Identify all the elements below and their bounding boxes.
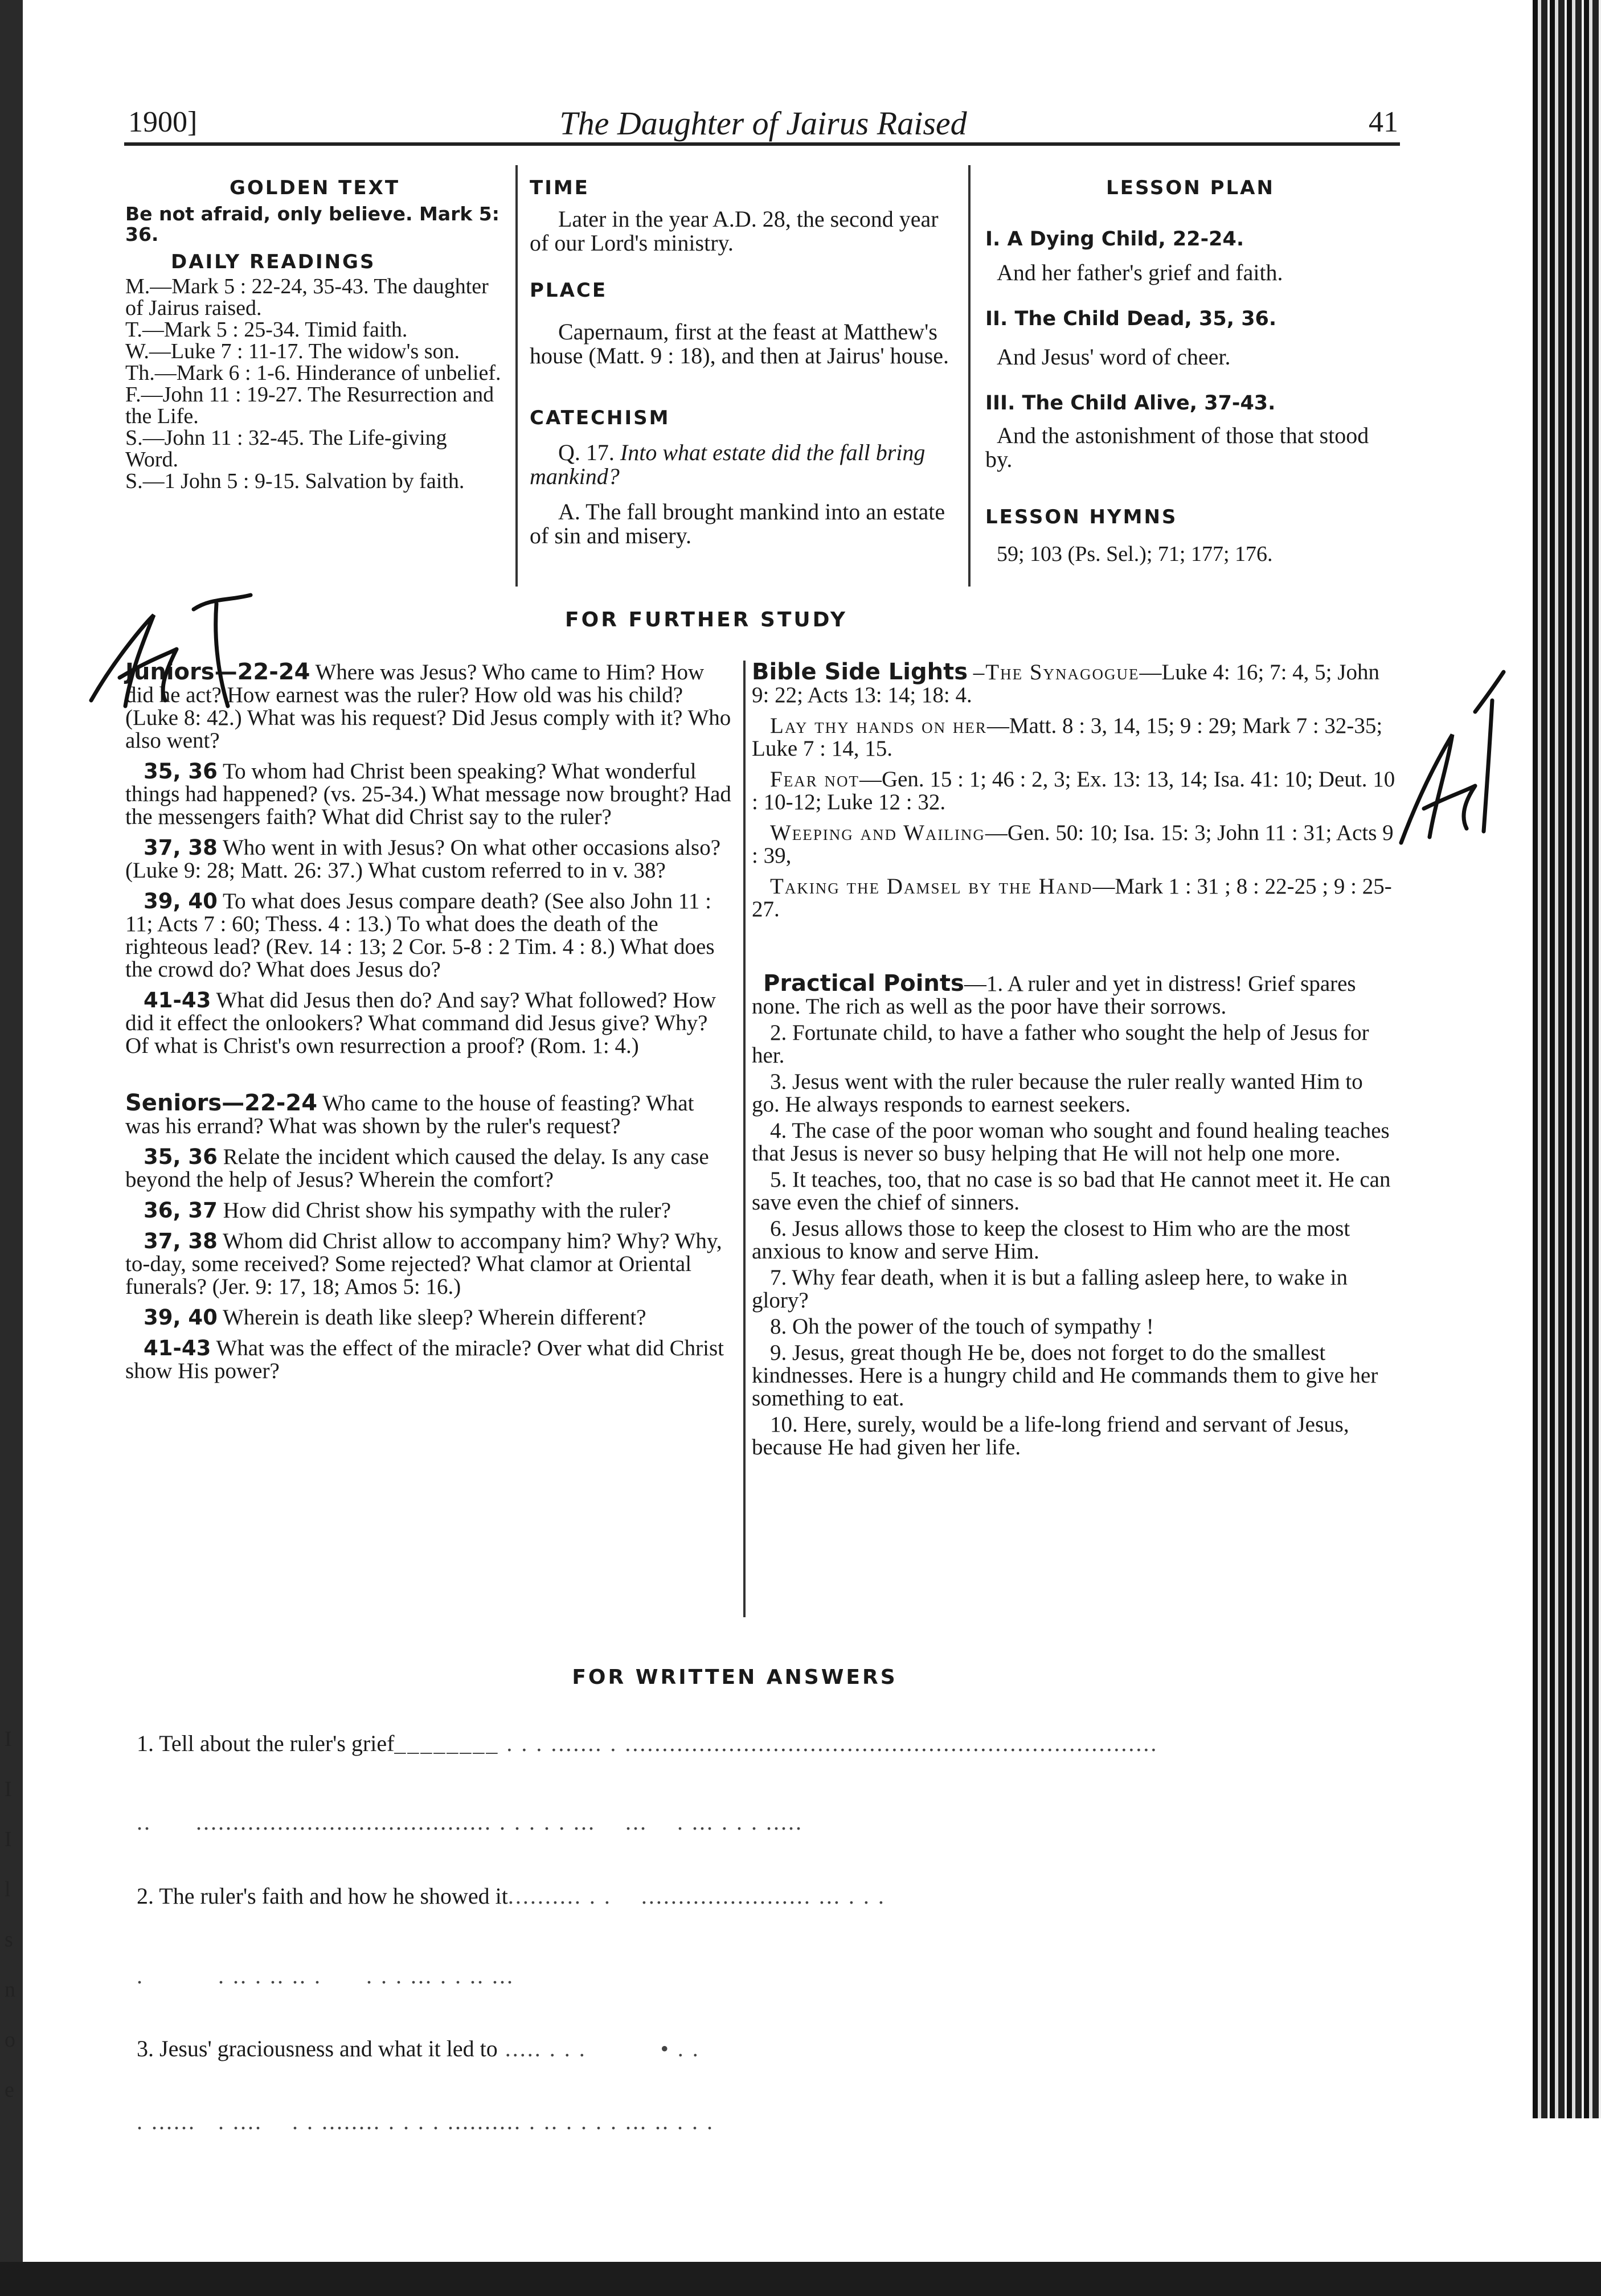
catechism-question: Q. 17. Into what estate did the fall bring mankind?	[530, 440, 926, 489]
header-year: 1900]	[128, 106, 198, 138]
side-light-item: Taking the Damsel by the Hand—Mark 1 : 31 ; 8 : 22-25 ; 9 : 25-27.	[752, 874, 1392, 921]
further-study-left	[125, 661, 732, 1391]
column-divider	[515, 165, 518, 587]
reading-item: W.—Luke 7 : 11-17. The widow's son.	[125, 339, 460, 363]
page-header	[128, 105, 1398, 145]
written-answers-heading: FOR WRITTEN ANSWERS	[572, 1666, 898, 1689]
answer-line: .. ........................................ . . . . . ... ... . ... . . . .....	[137, 1809, 803, 1835]
written-answer: 3. Jesus' graciousness and what it led to ..... . . . • . .	[137, 2036, 700, 2061]
further-study-right	[752, 661, 1395, 1462]
right-column	[985, 177, 1395, 566]
further-study-heading: FOR FURTHER STUDY	[565, 608, 847, 632]
lesson-plan-item: II. The Child Dead, 35, 36. And Jesus' word of cheer.	[985, 308, 1277, 370]
study-item: 41-43 What did Jesus then do? And say? What followed? How did it effect the onlookers? What command did Jesus give? Why? Of what is Christ's own resurrection a proof? (Rom. 1: 4.)	[125, 988, 716, 1058]
catechism-answer: A. The fall brought mankind into an estate of sin and misery.	[530, 499, 945, 548]
daily-readings-heading: DAILY READINGS	[171, 251, 376, 273]
margin-mark: l	[5, 1877, 11, 1901]
practical-point: 2. Fortunate child, to have a father who sought the help of Jesus for her.	[752, 1020, 1369, 1068]
practical-point: 4. The case of the poor woman who sought and found healing teaches that Jesus is never so busy helping that He will not help one more.	[752, 1118, 1390, 1166]
bible-side-lights: Bible Side Lights –The Synagogue—Luke 4: 16; 7: 4, 5; John 9: 22; Acts 13: 14; 18: 4.	[752, 659, 1379, 707]
time-text: Later in the year A.D. 28, the second year of our Lord's ministry.	[530, 206, 939, 256]
page-number: 41	[1369, 106, 1398, 138]
margin-mark: I	[5, 1777, 12, 1801]
column-divider	[968, 165, 971, 587]
margin-marks	[5, 1714, 27, 2115]
reading-item: S.—1 John 5 : 9-15. Salvation by faith.	[125, 469, 465, 493]
catechism-heading: CATECHISM	[530, 407, 670, 429]
scan-edge-right	[1533, 0, 1601, 2118]
side-light-item: Weeping and Wailing—Gen. 50: 10; Isa. 15: 3; John 11 : 31; Acts 9 : 39,	[752, 821, 1394, 868]
written-answer: 1. Tell about the ruler's grief________ . . . ....... . ........................................................................	[137, 1731, 1158, 1756]
study-item: 35, 36 Relate the incident which caused the delay. Is any case beyond the help of Jesus? Wherein the comfort?	[125, 1145, 709, 1192]
margin-mark: o	[5, 2028, 15, 2052]
reading-item: M.—Mark 5 : 22-24, 35-43. The daughter of Jairus raised.	[125, 274, 489, 320]
handwritten-signature-left	[80, 592, 285, 723]
header-rule	[124, 142, 1400, 146]
lesson-plan-heading: LESSON PLAN	[1106, 177, 1275, 199]
scan-edge-bottom	[0, 2262, 1601, 2296]
middle-column	[530, 177, 957, 548]
study-item: 39, 40 To what does Jesus compare death? (See also John 11 : 11; Acts 7 : 60; Thess. 4 : 13.) To what does the death of the righteous lead? (Rev. 14 : 13; 2 Cor. 5-8 : 2 Tim. 4 : 8.) What does the crowd do? What does Jesus do?	[125, 889, 715, 982]
place-heading: PLACE	[530, 279, 608, 302]
time-heading: TIME	[530, 177, 589, 199]
lesson-plan-item: I. A Dying Child, 22-24. And her father's grief and faith.	[985, 228, 1283, 285]
lesson-hymns-text: 59; 103 (Ps. Sel.); 71; 177; 176.	[997, 542, 1273, 566]
study-item: Juniors—22-24 Where was Jesus? Who came to Him? How did he act? How earnest was the ruler? How old was his child? (Luke 8: 42.) What was his request? Did Jesus comply with it? Who also went?	[125, 659, 731, 753]
practical-point: 3. Jesus went with the ruler because the ruler really wanted Him to go. He always responds to earnest seekers.	[752, 1069, 1363, 1117]
margin-mark: I	[5, 1727, 12, 1751]
written-answer: 2. The ruler's faith and how he showed it.......... . . ....................... ... . . .	[137, 1883, 886, 1909]
margin-mark: I	[5, 1827, 12, 1851]
place-text: Capernaum, first at the feast at Matthew's house (Matt. 9 : 18), and then at Jairus' house.	[530, 319, 949, 368]
study-item: Seniors—22-24 Who came to the house of feasting? What was his errand? What was shown by the ruler's request?	[125, 1090, 694, 1138]
study-item: 41-43 What was the effect of the miracle? Over what did Christ show His power?	[125, 1336, 724, 1383]
study-item: 37, 38 Whom did Christ allow to accompany him? Why? Why, to-day, some received? Some rejected? What clamor at Oriental funerals? (Jer. 9: 17, 18; Amos 5: 16.)	[125, 1229, 722, 1299]
practical-point: 8. Oh the power of the touch of sympathy !	[770, 1314, 1154, 1339]
golden-text-heading: GOLDEN TEXT	[229, 177, 400, 199]
reading-item: T.—Mark 5 : 25-34. Timid faith.	[125, 318, 408, 342]
practical-point: 9. Jesus, great though He be, does not forget to do the smallest kindnesses. Here is a hungry child and He commands them to give her something to eat.	[752, 1340, 1378, 1411]
practical-point: Practical Points—1. A ruler and yet in distress! Grief spares none. The rich as well as the poor have their sorrows.	[752, 970, 1356, 1019]
page-title: The Daughter of Jairus Raised	[559, 105, 967, 142]
lesson-plan-item: III. The Child Alive, 37-43. And the astonishment of those that stood by.	[985, 392, 1369, 472]
reading-item: S.—John 11 : 32-45. The Life-giving Word.	[125, 426, 447, 472]
practical-point: 10. Here, surely, would be a life-long friend and servant of Jesus, because He had given her life.	[752, 1412, 1349, 1459]
answer-line: . ...... . .... . . ........ . . . . .......... . .. . . . . ... .. . . .	[137, 2109, 714, 2134]
reading-item: Th.—Mark 6 : 1-6. Hinderance of unbelief.	[125, 361, 501, 385]
reading-item: F.—John 11 : 19-27. The Resurrection and the Life.	[125, 383, 494, 428]
study-item: 36, 37 How did Christ show his sympathy with the ruler?	[144, 1198, 671, 1223]
margin-mark: e	[5, 2078, 14, 2102]
column-divider	[743, 661, 746, 1617]
left-column	[125, 177, 504, 492]
lesson-hymns-heading: LESSON HYMNS	[985, 506, 1178, 528]
study-item: 39, 40 Wherein is death like sleep? Wherein different?	[144, 1305, 646, 1330]
study-item: 35, 36 To whom had Christ been speaking? What wonderful things had happened? (vs. 25-34.) What message now brought? Had the messengers faith? What did Christ say to the ruler?	[125, 759, 731, 829]
practical-point: 7. Why fear death, when it is but a falling asleep here, to wake in glory?	[752, 1265, 1348, 1313]
practical-points	[752, 972, 1395, 1459]
answer-line: . . .. . .. .. . . . . ... . . .. ...	[137, 1963, 514, 1988]
study-item: 37, 38 Who went in with Jesus? On what other occasions also? (Luke 9: 28; Matt. 26: 37.) What custom referred to in v. 38?	[125, 835, 721, 883]
handwritten-signature-right	[1390, 666, 1515, 860]
side-light-item: Lay thy hands on her—Matt. 8 : 3, 14, 15; 9 : 29; Mark 7 : 32-35; Luke 7 : 14, 15.	[752, 714, 1383, 761]
practical-point: 5. It teaches, too, that no case is so bad that He cannot meet it. He can save even the chief of sinners.	[752, 1167, 1391, 1215]
golden-text: Be not afraid, only believe. Mark 5: 36.	[125, 203, 499, 245]
side-light-item: Fear not—Gen. 15 : 1; 46 : 2, 3; Ex. 13: 13, 14; Isa. 41: 10; Deut. 10 : 10-12; Luke 12 : 32.	[752, 767, 1395, 814]
margin-mark: n	[5, 1978, 15, 2002]
practical-point: 6. Jesus allows those to keep the closest to Him who are the most anxious to know and serve Him.	[752, 1216, 1350, 1264]
margin-mark: s	[5, 1928, 13, 1951]
